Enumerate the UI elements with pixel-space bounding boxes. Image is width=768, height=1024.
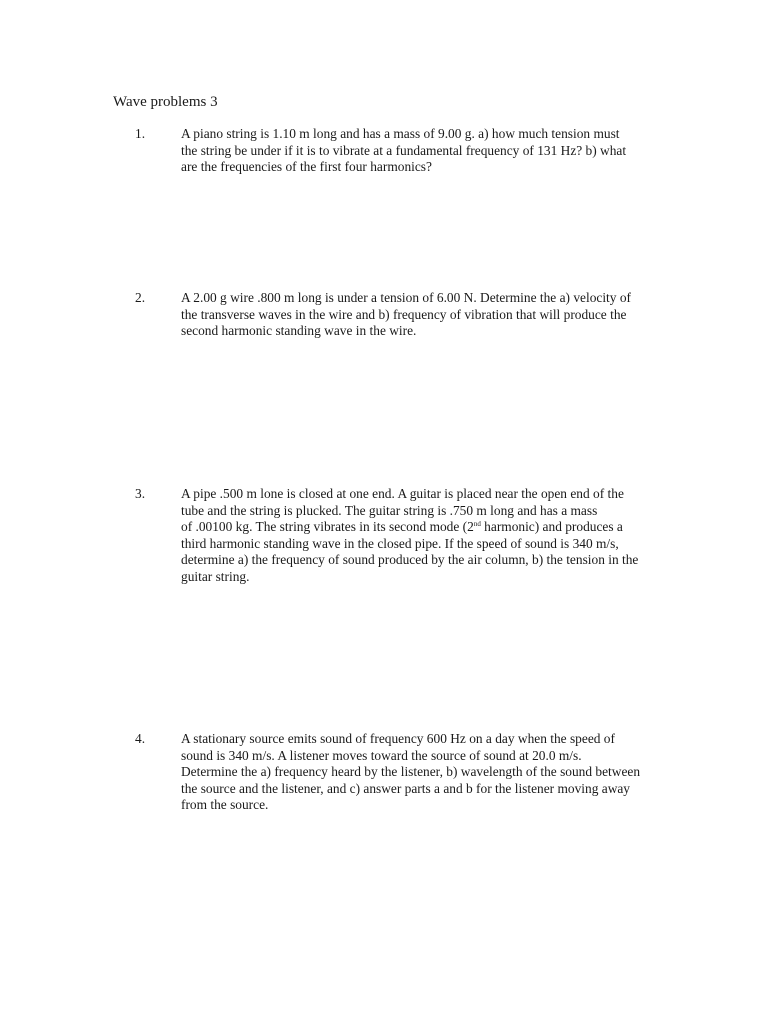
problem-number: 1.	[135, 126, 146, 141]
problem-line: A stationary source emits sound of frequency 600 Hz on a day when the speed of	[181, 731, 615, 746]
problem-line: tube and the string is plucked. The guitar string is .750 m long and has a mass	[181, 502, 598, 518]
problem-number: 3.	[135, 486, 146, 501]
line-segment: of .00100 kg. The string vibrates in its second mode (2	[181, 519, 474, 535]
problem-line-with-superscript	[181, 519, 661, 536]
problem-line: determine a) the frequency of sound produced by the air column, b) the tension in the	[181, 552, 639, 568]
problem-line: the string be under if it is to vibrate at a fundamental frequency of 131 Hz? b) what	[181, 142, 627, 158]
document-title: Wave problems 3	[113, 94, 218, 110]
problem-text	[181, 486, 661, 586]
line-segment: harmonic) and produces a	[480, 519, 623, 535]
ordinal-superscript: nd	[473, 520, 481, 529]
problem-line: A piano string is 1.10 m long and has a mass of 9.00 g. a) how much tension must	[181, 126, 620, 141]
problem-text	[181, 731, 661, 814]
problem-line: are the frequencies of the first four harmonics?	[181, 159, 432, 175]
problem-text	[181, 126, 661, 176]
problem-line: guitar string.	[181, 568, 250, 584]
problem-line: from the source.	[181, 797, 269, 813]
problem-line: the source and the listener, and c) answer parts a and b for the listener moving away	[181, 780, 631, 796]
problem-number: 2.	[135, 290, 146, 305]
problem-line: Determine the a) frequency heard by the listener, b) wavelength of the sound between	[181, 764, 641, 780]
problem-text	[181, 290, 661, 340]
problem-line: sound is 340 m/s. A listener moves toward the source of sound at 20.0 m/s.	[181, 747, 582, 763]
problem-line: A 2.00 g wire .800 m long is under a tension of 6.00 N. Determine the a) velocity of	[181, 290, 631, 305]
problem-number: 4.	[135, 731, 146, 746]
problem-line: second harmonic standing wave in the wire.	[181, 323, 417, 339]
problem-line: third harmonic standing wave in the closed pipe. If the speed of sound is 340 m/s,	[181, 535, 619, 551]
problem-line: A pipe .500 m lone is closed at one end. A guitar is placed near the open end of the	[181, 486, 624, 501]
problem-line: the transverse waves in the wire and b) frequency of vibration that will produce the	[181, 306, 627, 322]
